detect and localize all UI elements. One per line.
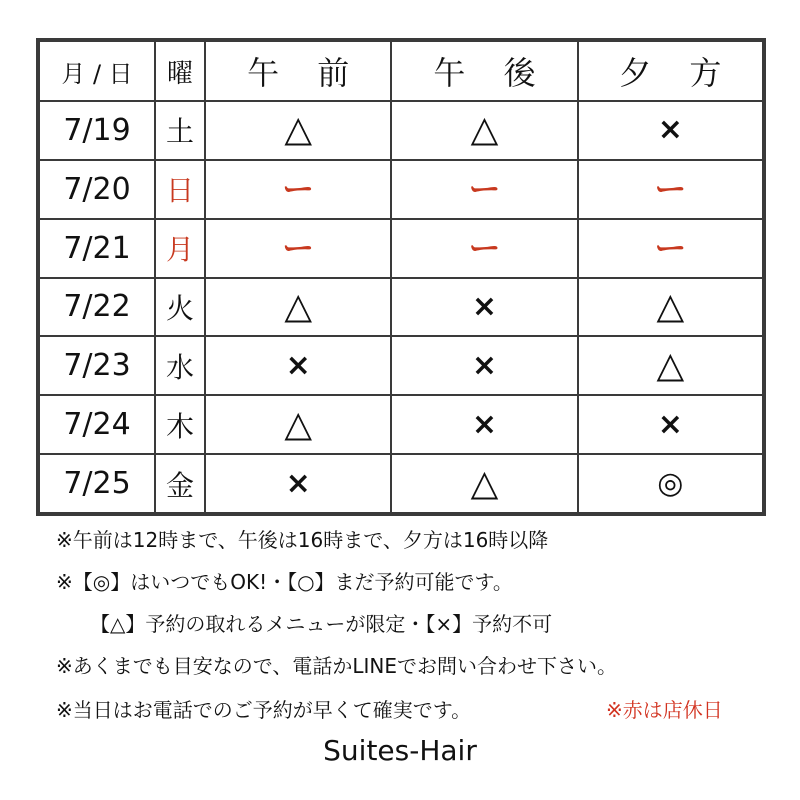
slot-cell-morning (205, 160, 391, 219)
availability-mark: × (471, 347, 498, 383)
availability-mark: ー (468, 229, 501, 268)
header-evening: 夕 方 (578, 40, 764, 101)
date-cell: 7/24 (38, 395, 155, 454)
note-contact: ※あくまでも目安なので、電話かLINEでお問い合わせ下さい。 (56, 654, 617, 678)
availability-mark: ー (654, 170, 687, 209)
availability-mark: ー (282, 229, 315, 268)
table-row (38, 454, 764, 514)
availability-mark: △ (470, 462, 499, 504)
header-dow: 曜 (155, 40, 205, 101)
slot-cell-morning (205, 278, 391, 337)
weekday-cell: 木 (155, 395, 205, 454)
weekday-cell: 火 (155, 278, 205, 337)
slot-cell-afternoon (391, 160, 577, 219)
availability-mark: × (471, 406, 498, 442)
slot-cell-afternoon (391, 395, 577, 454)
availability-mark: △ (470, 109, 499, 151)
header-morning: 午 前 (205, 40, 391, 101)
weekday-cell: 月 (155, 219, 205, 278)
note-same-day: ※当日はお電話でのご予約が早くて確実です。 (56, 698, 472, 722)
note-legend-limited: 【△】予約の取れるメニューが限定・【×】予約不可 (90, 612, 553, 636)
slot-cell-afternoon (391, 219, 577, 278)
slot-cell-morning (205, 395, 391, 454)
slot-cell-morning (205, 101, 391, 160)
slot-cell-evening (578, 336, 764, 395)
table-row (38, 160, 764, 219)
slot-cell-afternoon (391, 336, 577, 395)
salon-name: Suites-Hair (323, 734, 477, 767)
date-cell: 7/23 (38, 336, 155, 395)
weekday-cell: 金 (155, 454, 205, 514)
availability-mark: × (657, 406, 683, 442)
date-cell: 7/25 (38, 454, 155, 514)
availability-mark: △ (656, 285, 685, 327)
date-cell: 7/21 (38, 219, 155, 278)
date-cell: 7/22 (38, 278, 155, 337)
header-date: 月 / 日 (38, 40, 155, 101)
weekday-cell: 土 (155, 101, 205, 160)
header-row (38, 40, 764, 101)
slot-cell-morning (205, 454, 391, 514)
slot-cell-morning (205, 336, 391, 395)
table-row (38, 101, 764, 160)
header-afternoon: 午 後 (391, 40, 577, 101)
availability-mark: × (471, 288, 498, 324)
availability-mark: ◎ (657, 465, 684, 501)
table-row (38, 219, 764, 278)
availability-mark: ー (468, 170, 501, 209)
table-row (38, 395, 764, 454)
weekday-cell: 水 (155, 336, 205, 395)
note-legend-available: ※【◎】はいつでもOK!・【○】まだ予約可能です。 (56, 570, 513, 594)
slot-cell-evening (578, 395, 764, 454)
slot-cell-evening (578, 101, 764, 160)
availability-mark: × (657, 112, 683, 148)
slot-cell-evening (578, 219, 764, 278)
table-row (38, 336, 764, 395)
slot-cell-afternoon (391, 101, 577, 160)
slot-cell-afternoon (391, 454, 577, 514)
date-cell: 7/19 (38, 101, 155, 160)
slot-cell-afternoon (391, 278, 577, 337)
availability-mark: △ (284, 403, 312, 445)
slot-cell-evening (578, 454, 764, 514)
weekday-cell: 日 (155, 160, 205, 219)
availability-mark: × (285, 465, 311, 501)
date-cell: 7/20 (38, 160, 155, 219)
availability-mark: ー (654, 229, 687, 268)
closed-day-note: ※赤は店休日 (606, 698, 723, 722)
table-row (38, 278, 764, 337)
slot-cell-evening (578, 278, 764, 337)
slot-cell-morning (205, 219, 391, 278)
availability-mark: △ (656, 344, 685, 386)
slot-cell-evening (578, 160, 764, 219)
availability-mark: △ (284, 109, 312, 151)
availability-mark: △ (284, 285, 312, 327)
schedule-table (36, 38, 766, 516)
note-hours: ※午前は12時まで、午後は16時まで、夕方は16時以降 (56, 528, 549, 552)
availability-mark: ー (282, 170, 315, 209)
availability-mark: × (285, 347, 311, 383)
